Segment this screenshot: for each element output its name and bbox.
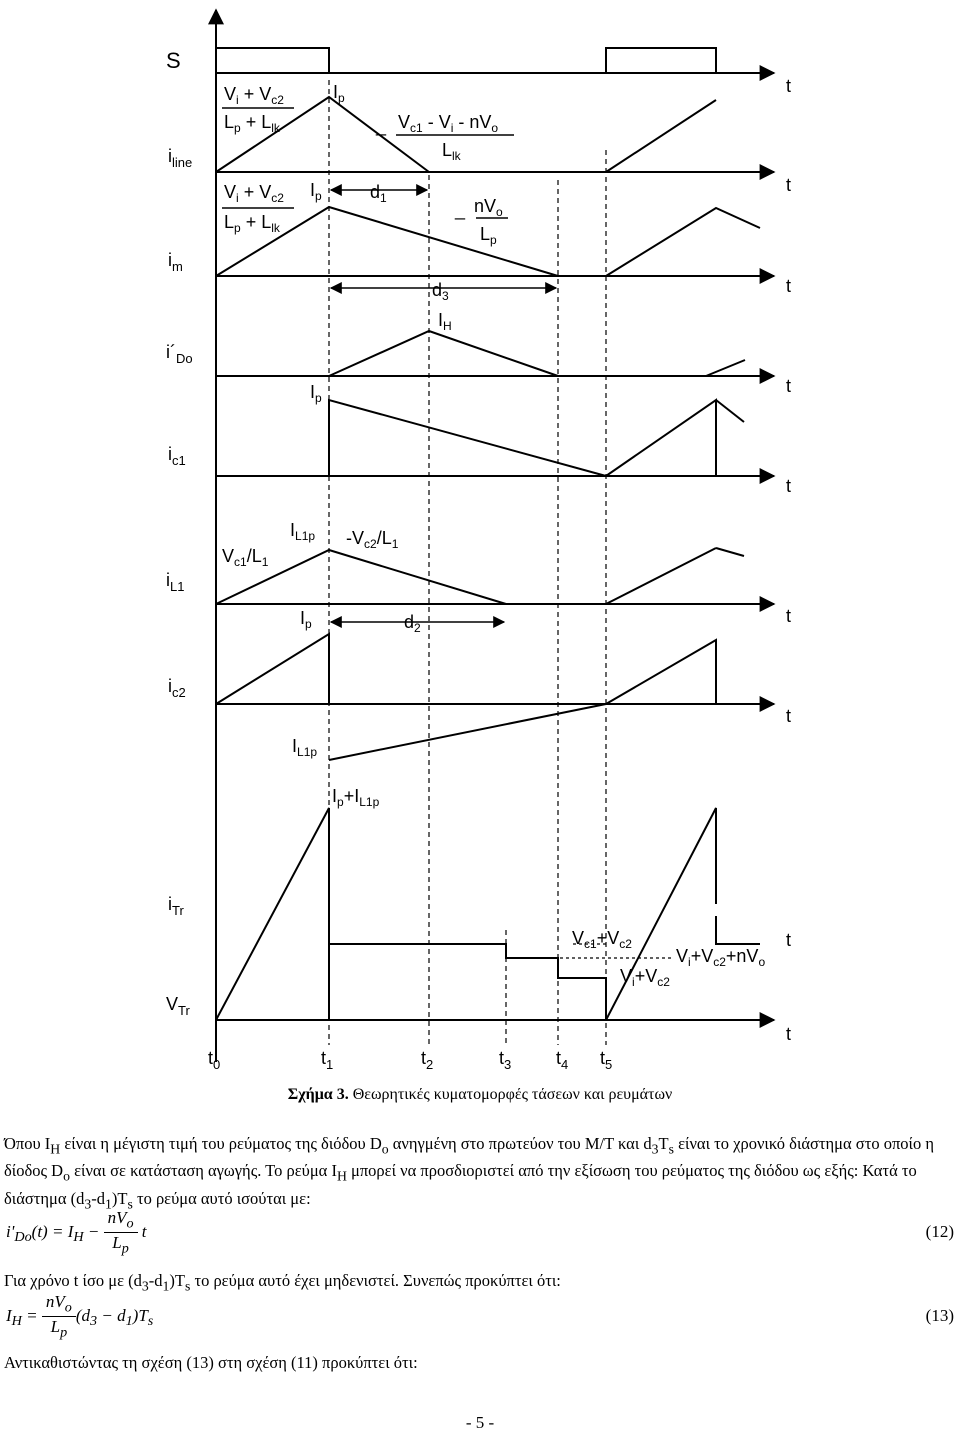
equation-12: $i'_{Do}(t) = I_H$ − $\frac{nV_o}{L_p}$ t (6, 1208, 147, 1257)
equation-12-number: (12) (925, 1222, 954, 1241)
page-number: - 5 - (465, 1413, 495, 1432)
anno-vi-vc2-low: $V_i+V_{c2}$ (620, 966, 670, 989)
anno-nvo: $nV_o$ (474, 196, 503, 219)
anno-vi-vc2-top: $V_i + V_{c2}$ (224, 84, 284, 107)
anno-d1: $d_1$ (370, 182, 387, 205)
anno-il1p-2: $I_{L1p}$ (292, 736, 318, 759)
tick-t0: $t_0$ (208, 1048, 221, 1072)
t-label-im: t (786, 276, 792, 296)
anno-lp-llk-top: $L_p + L_{lk}$ (224, 112, 280, 135)
tick-t3: $t_3$ (499, 1048, 512, 1072)
anno-vc1-vc2: $V_{c1}+V_{c2}$ (572, 928, 632, 951)
label-s: S (166, 48, 181, 73)
wave-vtr (216, 944, 606, 1020)
tick-t2: $t_2$ (421, 1048, 434, 1072)
anno-ip-2: $I_p$ (310, 180, 322, 203)
anno-slope-den: $L_{lk}$ (442, 140, 461, 163)
label-iline: $i_{line}$ (168, 146, 193, 170)
label-ido: $i´_{Do}$ (166, 342, 193, 366)
time-tick-labels (208, 1048, 612, 1072)
wave-il1-tail (716, 548, 744, 556)
anno-ip-3: $I_p$ (310, 382, 322, 405)
t-label-ido: t (786, 376, 792, 396)
signal-labels (166, 48, 193, 1018)
wave-ic1 (216, 400, 716, 476)
paragraph-3: Αντικαθιστώντας τη σχέση (13) στη σχέση (11) προκύπτει ότι: (4, 1353, 418, 1372)
t-label-il1: t (786, 606, 792, 626)
anno-ip-il1p: $I_p+I_{L1p}$ (332, 786, 380, 809)
anno-lp: $L_p$ (480, 224, 497, 247)
t-label-iline: t (786, 175, 792, 195)
tick-t1: $t_1$ (321, 1048, 334, 1072)
paragraph-2: Για χρόνο t ίσο με $(d_3-d_1)T_s$ το ρεύμα αυτό έχει μηδενιστεί. Συνεπώς προκύπτει ότι: (4, 1271, 561, 1294)
tick-t5: $t_5$ (600, 1048, 613, 1072)
label-vtr: $V_{Tr}$ (166, 994, 190, 1018)
wave-s (216, 48, 716, 73)
label-ic1: $i_{c1}$ (168, 444, 186, 468)
anno-lp-llk-mid: $L_p + L_{lk}$ (224, 212, 280, 235)
anno-vc1-l1: $V_{c1}/L_1$ (222, 546, 269, 569)
equation-13: $I_H$ = $\frac{nV_o}{L_p}$ $(d_3 - d_1)T_s$ (6, 1292, 154, 1341)
figure-caption (0, 1086, 960, 1104)
wave-itr-a (329, 704, 606, 760)
wave-ido (329, 331, 558, 376)
wave-itr (216, 808, 329, 1020)
wave-ic2 (216, 634, 329, 704)
equation-13-number: (13) (925, 1306, 954, 1325)
wave-il1-next (606, 548, 716, 604)
anno-vi-vc2-mid: $V_i + V_{c2}$ (224, 182, 284, 205)
anno-slope-num: $V_{c1} - V_i - nV_o$ (398, 112, 499, 135)
tick-t4: $t_4$ (556, 1048, 569, 1072)
wave-vtr-next (716, 916, 760, 944)
anno-ih: $I_H$ (438, 310, 452, 333)
label-ic2: $i_{c2}$ (168, 676, 186, 700)
anno-d2: $d_2$ (404, 612, 421, 635)
label-itr: $i_{Tr}$ (168, 894, 184, 918)
paragraph-1: Όπου $I_H$ είναι η μέγιστη τιμή του ρεύματος της διόδου $D_o$ ανηγμένη στο πρωτεύον του Μ/Τ και $d_3T_s$ είναι το χρονικό διάστημα στο οποίο η δίοδος $D_o$ είναι σε κατάσταση αγωγής. Το ρεύμα $I_H$ μπορεί να προσδιοριστεί από την εξίσωση του ρεύματος της διόδου ως εξής: Κατά το διάστημα $(d_3-d_1)T_s$ το ρεύμα αυτό ισούται με: (4, 1134, 934, 1211)
anno-minus-2: _ (455, 200, 466, 220)
caption-text: Θεωρητικές κυματομορφές τάσεων και ρευμάτων (348, 1086, 673, 1103)
t-label-vtr: t (786, 1024, 792, 1044)
anno-vi-vc2-nvo: $V_i+V_{c2}+nV_o$ (676, 946, 766, 969)
caption-label: Σχήμα 3. (287, 1086, 349, 1103)
wave-ic1-tail (716, 400, 744, 422)
anno-minus-1: _ (376, 116, 387, 136)
anno-vc2-l1: $-V_{c2}/L_1$ (346, 528, 399, 551)
anno-ip-4: $I_p$ (300, 608, 312, 631)
wave-ic2-next (606, 640, 716, 704)
anno-ip-1: $I_p$ (333, 82, 345, 105)
label-im: $i_m$ (168, 250, 183, 274)
t-label-itr: t (786, 930, 792, 950)
t-label-ic1: t (786, 476, 792, 496)
t-label-s: t (786, 76, 792, 96)
wave-im-next (606, 208, 760, 276)
wave-iline-next (606, 100, 716, 172)
anno-d3: $d_3$ (432, 280, 449, 303)
t-label-ic2: t (786, 706, 792, 726)
label-il1: $i_{L1}$ (166, 570, 185, 594)
axis-t-labels (786, 76, 791, 1044)
wave-ido-next (706, 360, 745, 376)
anno-il1p-1: $I_{L1p}$ (290, 520, 316, 543)
